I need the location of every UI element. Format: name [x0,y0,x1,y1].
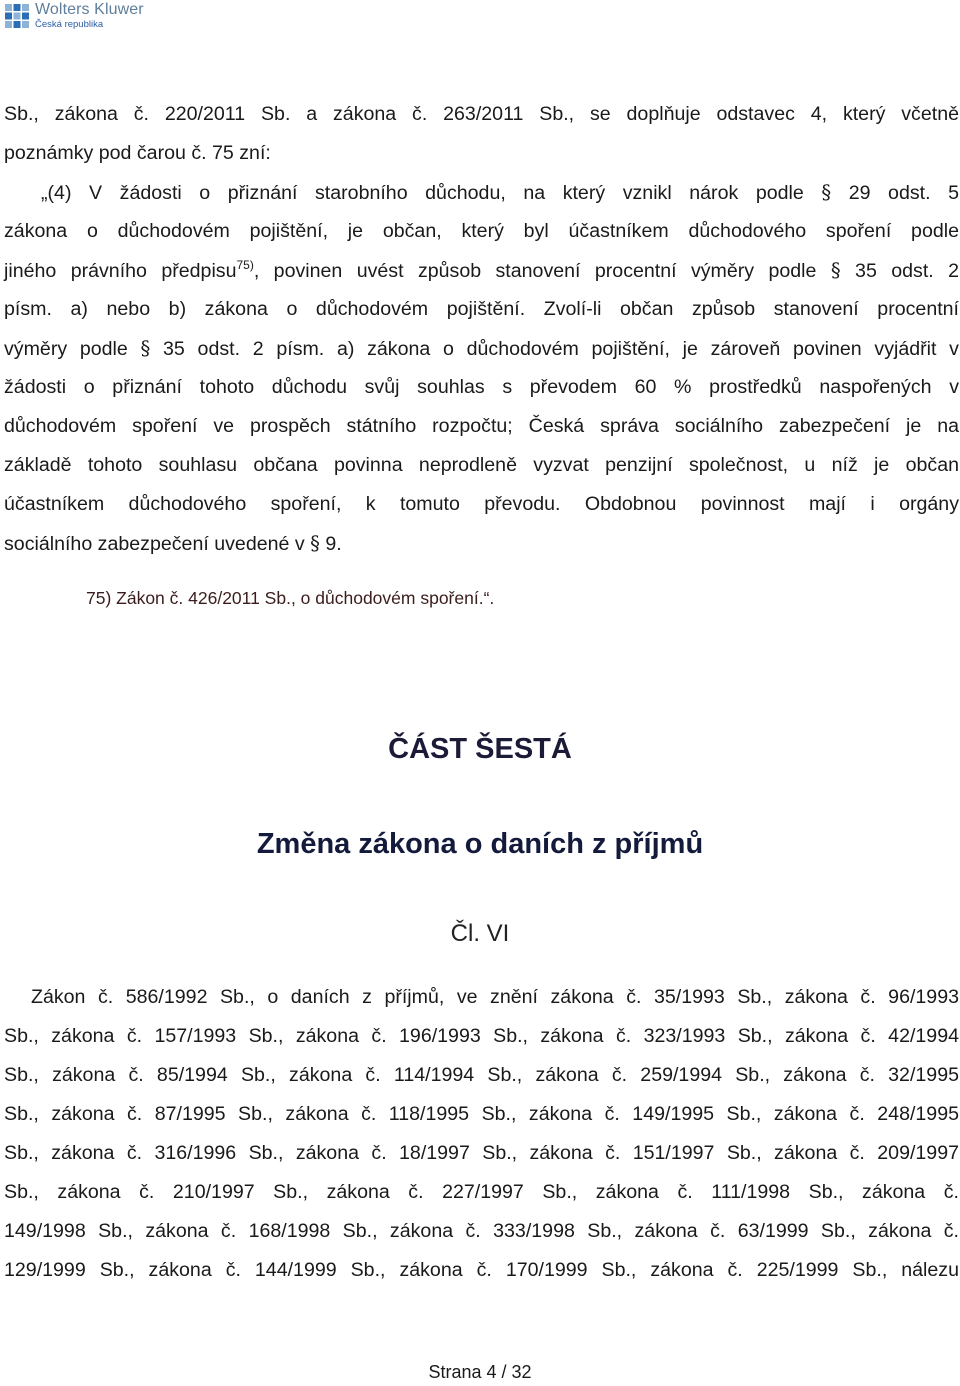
body-line: výměry podle § 35 odst. 2 písm. a) zákona o důchodovém pojištění, je zároveň povinen vyjádřit v [4,337,959,360]
law-line: Zákon č. 586/1992 Sb., o daních z příjmů, ve znění zákona č. 35/1993 Sb., zákona č. 96/1993 [31,986,959,1008]
body-line: účastníkem důchodového spoření, k tomuto převodu. Obdobnou povinnost mají i orgány [4,493,959,515]
law-citation-text [4,978,959,1290]
brand-name: Wolters Kluwer [35,1,144,18]
section-symbol: § [821,181,832,204]
law-line: 129/1999 Sb., zákona č. 144/1999 Sb., zákona č. 170/1999 Sb., zákona č. 225/1999 Sb., nálezu [4,1259,959,1281]
body-line: základě tohoto souhlasu občana povinna neprodleně vyzvat penzijní společnost, u níž je občan [4,454,959,476]
law-line: Sb., zákona č. 316/1996 Sb., zákona č. 18/1997 Sb., zákona č. 151/1997 Sb., zákona č. 209/1997 [4,1142,959,1164]
law-line: Sb., zákona č. 210/1997 Sb., zákona č. 227/1997 Sb., zákona č. 111/1998 Sb., zákona č. [4,1181,959,1203]
wolters-kluwer-emblem-icon [4,3,30,29]
body-line: Sb., zákona č. 220/2011 Sb. a zákona č. 263/2011 Sb., se doplňuje odstavec 4, který včetně [4,103,959,125]
body-line: zákona o důchodovém pojištění, je občan, který byl účastníkem důchodového spoření podle [4,220,959,242]
body-line: sociálního zabezpečení uvedené v § 9. [4,532,342,555]
body-line: „(4) V žádosti o přiznání starobního důchodu, na který vznikl nárok podle § 29 odst. 5 [41,181,959,204]
body-line: písm. a) nebo b) zákona o důchodovém pojištění. Zvolí-li občan způsob stanovení procentní [4,298,959,320]
part-title: ČÁST ŠESTÁ [388,733,572,765]
body-line: důchodovém spoření ve prospěch státního rozpočtu; Česká správa sociálního zabezpečení je na [4,415,959,437]
law-line: Sb., zákona č. 157/1993 Sb., zákona č. 196/1993 Sb., zákona č. 323/1993 Sb., zákona č. 42/1994 [4,1025,959,1047]
section-symbol: § [310,532,320,555]
wolters-kluwer-logo [4,2,144,30]
page-number: Strana 4 / 32 [428,1362,532,1382]
article-heading: Čl. VI [450,920,510,947]
amendment-text [4,95,959,617]
footnote-reference: 75) [236,258,254,272]
footnote: 75) Zákon č. 426/2011 Sb., o důchodovém spoření.“. [86,588,495,608]
chapter-title: Změna zákona o daních z příjmů [256,828,704,860]
body-line: žádosti o přiznání tohoto důchodu svůj souhlas s převodem 60 % prostředků naspořených v [4,376,959,398]
section-symbol: § [830,259,841,282]
body-line: jiného právního předpisu$^{75)}$, povinen uvést způsob stanovení procentní výměry podle § 35 odst. 2 [4,258,960,282]
law-line: 149/1998 Sb., zákona č. 168/1998 Sb., zákona č. 333/1998 Sb., zákona č. 63/1999 Sb., zákona č. [4,1220,959,1242]
brand-subtitle: Česká republika [35,19,104,30]
section-symbol: § [140,337,151,360]
law-line: Sb., zákona č. 87/1995 Sb., zákona č. 118/1995 Sb., zákona č. 149/1995 Sb., zákona č. 248/1995 [4,1103,959,1125]
body-line: poznámky pod čarou č. 75 zní: [4,142,271,164]
law-line: Sb., zákona č. 85/1994 Sb., zákona č. 114/1994 Sb., zákona č. 259/1994 Sb., zákona č. 32/1995 [4,1064,959,1086]
